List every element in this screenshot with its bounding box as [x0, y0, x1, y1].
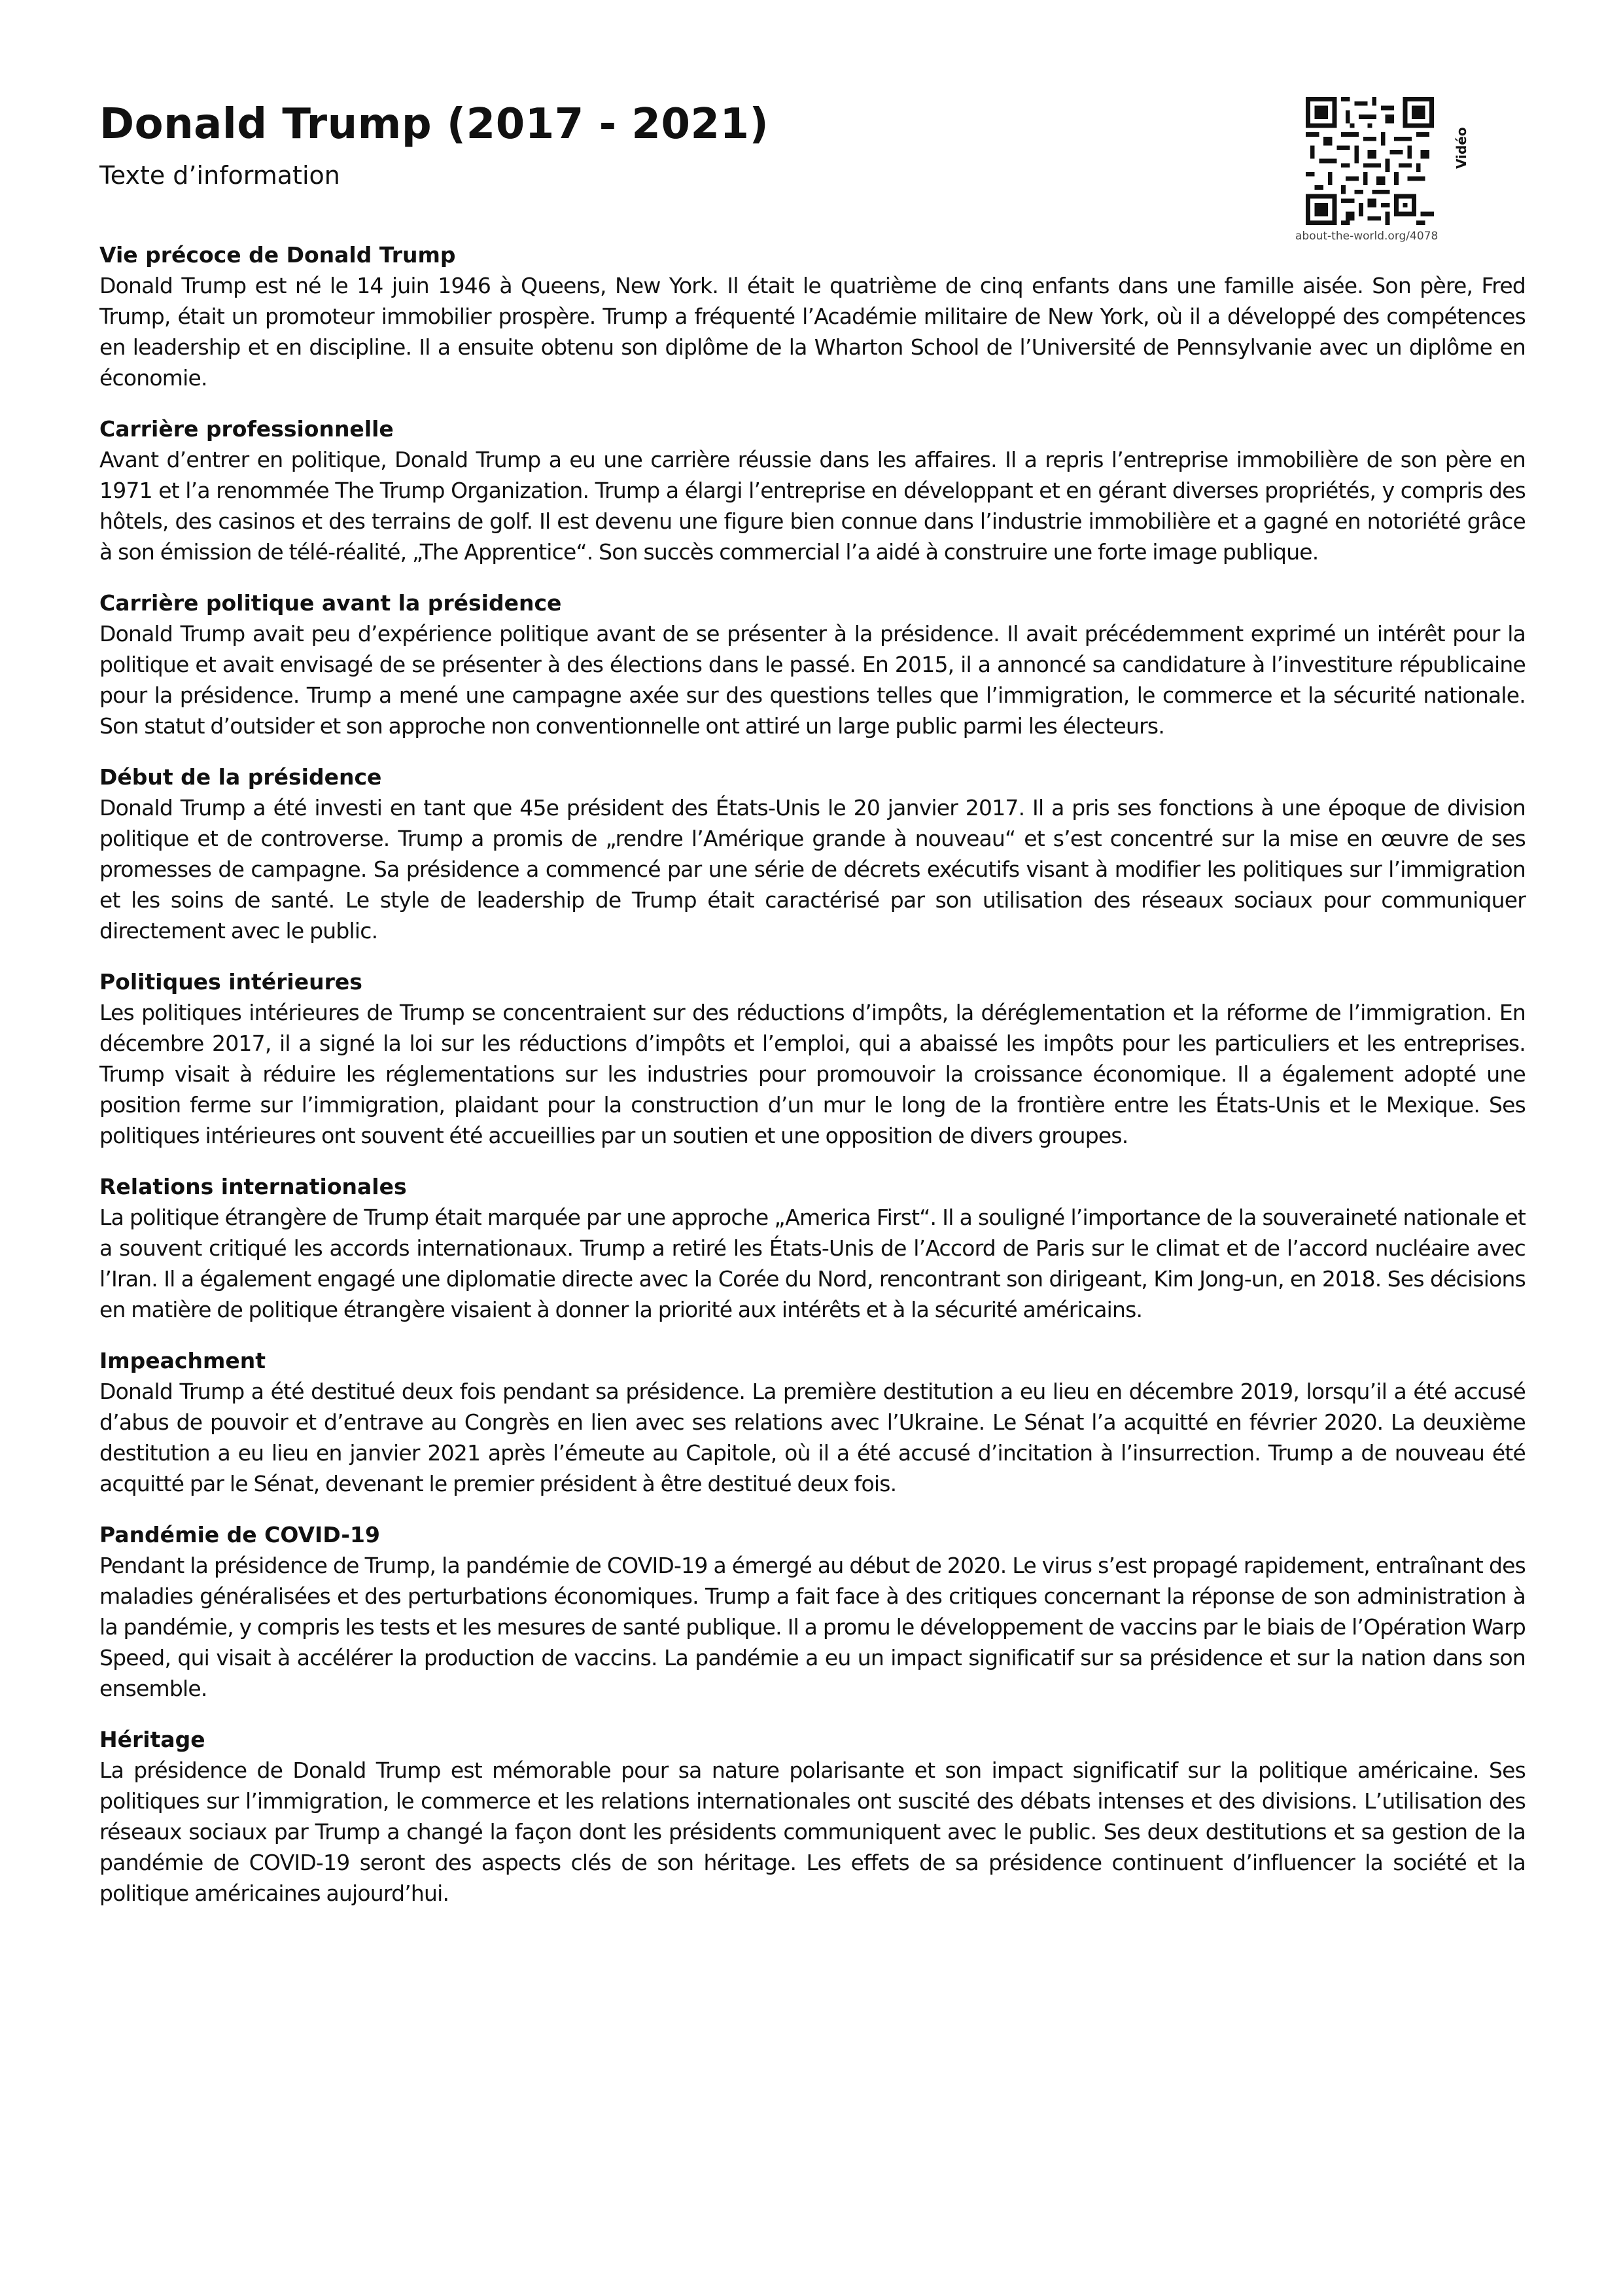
section-heading: Carrière professionnelle	[99, 416, 394, 442]
section-heading: Pandémie de COVID-19	[99, 1522, 380, 1547]
section-text: Donald Trump a été destitué deux fois pendant sa présidence. La première destitution a eu lieu en décembre 2019, lorsqu’il a été accusé d’abus de pouvoir et d’entrave au Congrès en lien avec ses relations avec l’Ukraine. Le Sénat l’a acquitté en février 2020. La deuxième destitution a eu lieu en janvier 2021 après l’émeute au Capitole, où il a été accusé d’incitation à l’insurrection. Trump a de nouveau été acquitté par le Sénat, devenant le premier président à être destitué deux fois.	[99, 1379, 1526, 1496]
section-early-life	[99, 239, 1526, 393]
section-heading: Vie précoce de Donald Trump	[99, 242, 456, 268]
section-impeachment	[99, 1345, 1526, 1499]
section-text: Pendant la présidence de Trump, la pandémie de COVID-19 a émergé au début de 2020. Le virus s’est propagé rapidement, entraînant des maladies généralisées et des perturbations économiques. Trump a fait face à des critiques concernant la réponse de son administration à la pandémie, y compris les tests et les mesures de santé publique. Il a promu le développement de vaccins par le biais de l’Opération Warp Speed, qui visait à accélérer la production de vaccins. La pandémie a eu un impact significatif sur sa présidence et sur la nation dans son ensemble.	[99, 1553, 1526, 1701]
page-subtitle: Texte d’information	[99, 161, 340, 190]
qr-code-icon[interactable]	[1306, 97, 1434, 225]
section-career	[99, 414, 1526, 567]
section-text: La présidence de Donald Trump est mémorable pour sa nature polarisante et son impact significatif sur la politique américaine. Ses politiques sur l’immigration, le commerce et les relations internationales ont suscité des débats intenses et des divisions. L’utilisation des réseaux sociaux par Trump a changé la façon dont les présidents communiquent avec le public. Ses deux destitutions et sa gestion de la pandémie de COVID-19 seront des aspects clés de son héritage. Les effets de sa présidence continuent d’influencer la société et la politique américaines aujourd’hui.	[99, 1757, 1526, 1906]
qr-block[interactable]	[1295, 97, 1478, 243]
section-text: Donald Trump avait peu d’expérience politique avant de se présenter à la présidence. Il avait précédemment exprimé un intérêt pour la politique et avait envisagé de se présenter à des élections dans le passé. En 2015, il a annoncé sa candidature à l’investiture républicaine pour la présidence. Trump a mené une campagne axée sur des questions telles que l’immigration, le commerce et la sécurité nationale. Son statut d’outsider et son approche non conventionnelle ont attiré un large public parmi les électeurs.	[99, 621, 1526, 739]
section-heading: Héritage	[99, 1727, 205, 1752]
section-legacy	[99, 1724, 1526, 1909]
section-text: Donald Trump est né le 14 juin 1946 à Queens, New York. Il était le quatrième de cinq enfants dans une famille aisée. Son père, Fred Trump, était un promoteur immobilier prospère. Trump a fréquenté l’Académie militaire de New York, où il a développé des compétences en leadership et en discipline. Il a ensuite obtenu son diplôme de la Wharton School de l’Université de Pennsylvanie avec un diplôme en économie.	[99, 273, 1526, 391]
section-text: La politique étrangère de Trump était marquée par une approche „America First“. Il a souligné l’importance de la souveraineté nationale et a souvent critiqué les accords internationaux. Trump a retiré les États-Unis de l’Accord de Paris sur le climat et de l’accord nucléaire avec l’Iran. Il a également engagé une diplomatie directe avec la Corée du Nord, rencontrant son dirigeant, Kim Jong-un, en 2018. Ses décisions en matière de politique étrangère visaient à donner la priorité aux intérêts et à la sécurité américains.	[99, 1205, 1526, 1322]
section-covid	[99, 1519, 1526, 1704]
section-heading: Début de la présidence	[99, 764, 382, 790]
section-domestic-policy	[99, 966, 1526, 1151]
section-heading: Relations internationales	[99, 1174, 407, 1199]
section-political-career	[99, 588, 1526, 741]
section-international-relations	[99, 1171, 1526, 1325]
section-text: Les politiques intérieures de Trump se concentraient sur des réductions d’impôts, la déréglementation et la réforme de l’immigration. En décembre 2017, il a signé la loi sur les réductions d’impôts et l’emploi, qui a abaissé les impôts pour les particuliers et les entreprises. Trump visait à réduire les réglementations sur les industries pour promouvoir la croissance économique. Il a également adopté une position ferme sur l’immigration, plaidant pour la construction d’un mur le long de la frontière entre les États-Unis et le Mexique. Ses politiques intérieures ont souvent été accueillies par un soutien et une opposition de divers groupes.	[99, 1000, 1526, 1148]
section-text: Donald Trump a été investi en tant que 45e président des États-Unis le 20 janvier 2017. Il a pris ses fonctions à une époque de division politique et de controverse. Trump a promis de „rendre l’Amérique grande à nouveau“ et s’est concentré sur la mise en œuvre de ses promesses de campagne. Sa présidence a commencé par une série de décrets exécutifs visant à modifier les politiques sur l’immigration et les soins de santé. Le style de leadership de Trump était caractérisé par son utilisation des réseaux sociaux pour communiquer directement avec le public.	[99, 795, 1526, 944]
section-heading: Impeachment	[99, 1348, 266, 1373]
section-text: Avant d’entrer en politique, Donald Trump a eu une carrière réussie dans les affaires. Il a repris l’entreprise immobilière de son père en 1971 et l’a renommée The Trump Organization. Trump a élargi l’entreprise en développant et en gérant diverses propriétés, y compris des hôtels, des casinos et des terrains de golf. Il est devenu une figure bien connue dans l’industrie immobilière et a gagné en notoriété grâce à son émission de télé-réalité, „The Apprentice“. Son succès commercial l’a aidé à construire une forte image publique.	[99, 447, 1526, 565]
video-label: Vidéo	[1454, 127, 1469, 169]
page-title: Donald Trump (2017 - 2021)	[99, 100, 769, 149]
section-heading: Politiques intérieures	[99, 969, 362, 995]
section-presidency-start	[99, 762, 1526, 946]
section-heading: Carrière politique avant la présidence	[99, 590, 562, 616]
qr-url[interactable]: about-the-world.org/4078	[1295, 230, 1439, 243]
article-body	[99, 239, 1526, 1929]
